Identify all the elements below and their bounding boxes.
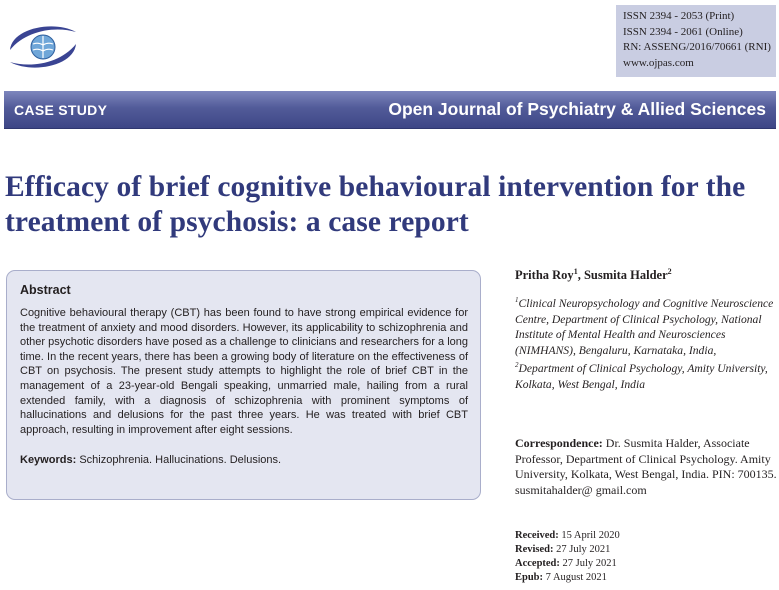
correspondence-label: Correspondence:: [515, 436, 603, 450]
author-1-sup: 1: [573, 267, 578, 276]
journal-name: Open Journal of Psychiatry & Allied Sciences: [388, 99, 766, 119]
rni-number: RN: ASSENG/2016/70661 (RNI): [623, 41, 771, 53]
keywords-line: [20, 454, 468, 466]
accepted-value: 27 July 2021: [559, 558, 617, 569]
issn-box: [616, 5, 776, 77]
received-label: Received:: [515, 530, 559, 541]
received-value: 15 April 2020: [558, 530, 620, 541]
keywords-label: Keywords:: [20, 454, 77, 467]
author-names: [515, 267, 777, 283]
correspondence-block: [515, 436, 777, 498]
revised-date: [515, 543, 777, 557]
author-1-name: Pritha Roy: [515, 268, 574, 283]
issn-print: ISSN 2394 - 2053 (Print): [623, 10, 735, 22]
brain-globe-logo-icon: [4, 18, 82, 76]
abstract-body: Cognitive behavioural therapy (CBT) has been found to have strong empirical evidence for the treatment of anxiety and mood disorders. However, its applicability to schizophrenia and other psychotic disorders have posed as a challenge to clinicians and researchers for a long time. In the recent years, there has been a growing body of literature on the effectiveness of CBT on psychosis. The present study attempts to highlight the role of brief CBT in the management of a 23-year-old Bengali speaking, unmarried male, hailing from a rural extended family, with a diagnosis of schizophrenia with prominent symptoms of hallucinations and delusions for the past three years. He was treated with brief CBT approach, resulting in improvement after eight sessions.: [20, 307, 468, 436]
accepted-label: Accepted:: [515, 558, 560, 569]
epub-value: 7 August 2021: [543, 572, 607, 583]
journal-banner: [4, 91, 776, 129]
author-affiliations: [515, 293, 777, 392]
author-separator: ,: [577, 268, 584, 283]
revised-label: Revised:: [515, 544, 554, 555]
keywords-text: Schizophrenia. Hallucinations. Delusions.: [79, 454, 282, 467]
abstract-heading: Abstract: [20, 283, 71, 297]
correspondence-text: Dr. Susmita Halder, Associate Professor, Department of Clinical Psychology. Amity University, Kolkata, West Bengal, India. PIN: 700135. susmitahalder@ gmail.com: [515, 436, 777, 497]
affil-1-text: Clinical Neuropsychology and Cognitive Neuroscience Centre, Department of Clinical Psychology, National Institute of Mental Health and Neurosciences (NIMHANS), Bengaluru, Karnataka, India,: [515, 297, 774, 357]
affil-2-text: Department of Clinical Psychology, Amity University, Kolkata, West Bengal, India: [515, 362, 768, 391]
author-2-name: Susmita Halder: [583, 268, 668, 283]
article-dates: [515, 529, 777, 585]
epub-date: [515, 571, 777, 585]
received-date: [515, 529, 777, 543]
journal-website-link[interactable]: www.ojpas.com: [623, 56, 694, 69]
article-title: Efficacy of brief cognitive behavioural intervention for the treatment of psychosis: a case report: [5, 171, 746, 238]
accepted-date: [515, 557, 777, 571]
author-info: [515, 267, 777, 392]
issn-online: ISSN 2394 - 2061 (Online): [623, 25, 743, 38]
revised-value: 27 July 2021: [553, 544, 611, 555]
author-2-sup: 2: [667, 267, 672, 276]
affil-1-sup: 1: [515, 296, 519, 305]
abstract-box: [6, 270, 481, 500]
article-type-label: CASE STUDY: [14, 102, 108, 118]
affil-2-sup: 2: [515, 361, 519, 370]
epub-label: Epub:: [515, 572, 544, 583]
